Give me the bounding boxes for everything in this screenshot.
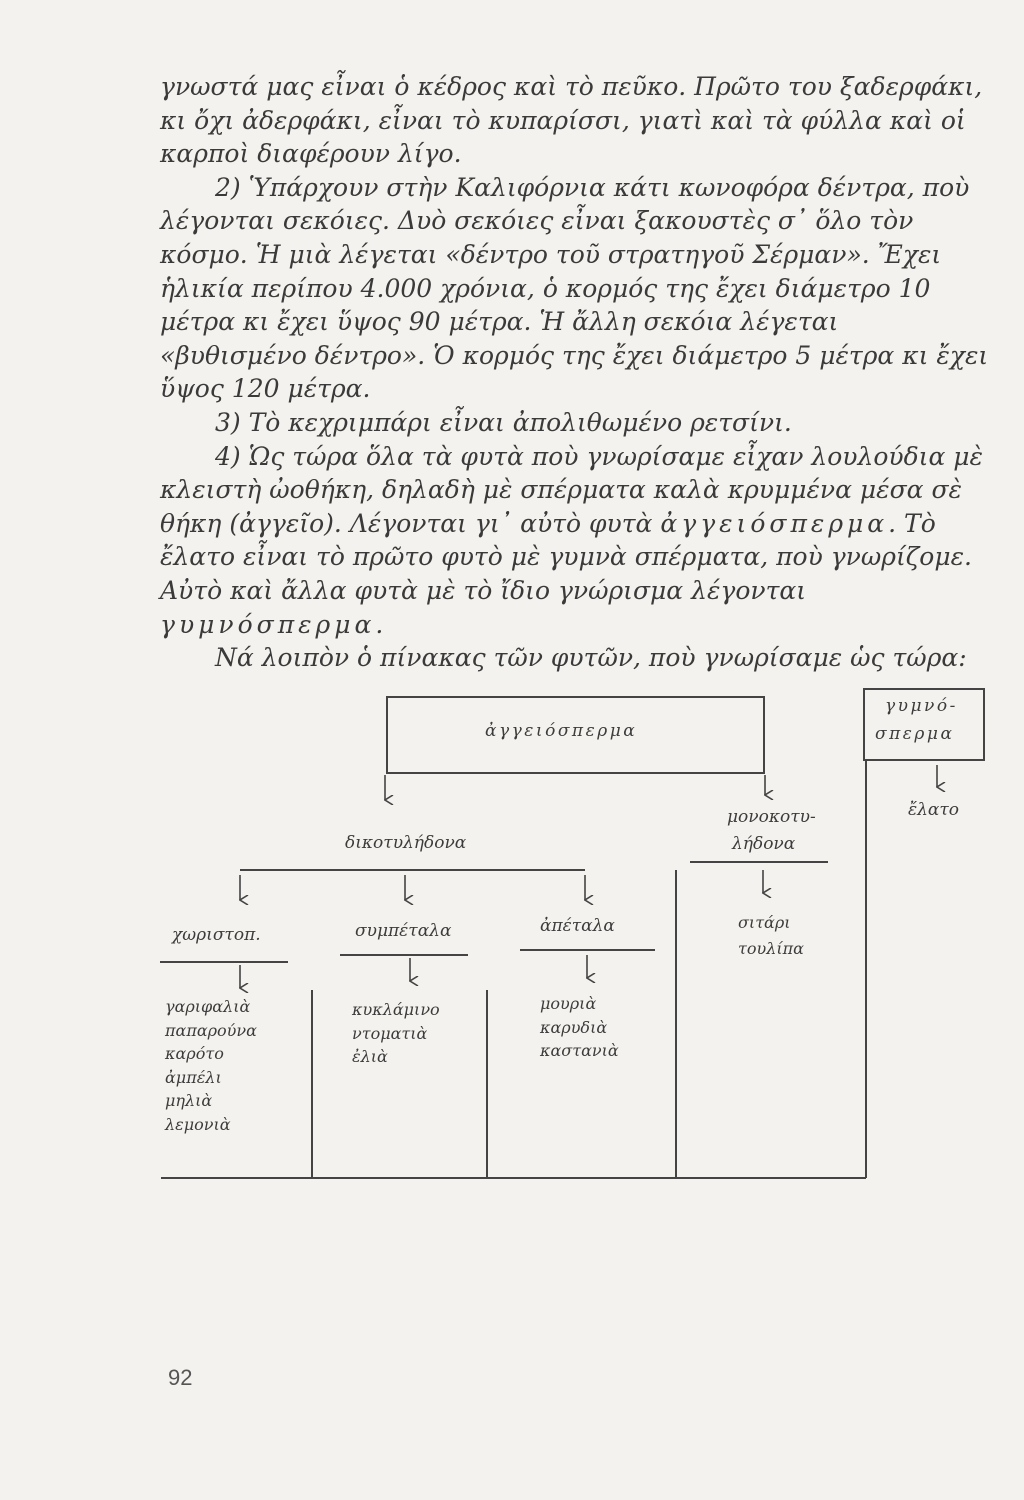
- paragraph-2: 2) Ὑπάρχουν στὴν Καλιφόρνια κάτι κωνοφόρα δέντρα, ποὺ λέγονται σεκόιες. Δυὸ σεκόιες εἶναι ξακουστὲς σ᾽ ὅλο τὸν κόσμο. Ἡ μιὰ λέγεται «δέντρο τοῦ στρατηγοῦ Σέρμαν». Ἔχει ἡλικία περίπου 4.000 χρόνια, ὁ κορμός της ἔχει διάμετρο 10 μέτρα κι ἔχει ὕψος 90 μέτρα. Ἡ ἄλλη σεκόια λέγεται «βυθισμένο δέντρο». Ὁ κορμός της ἔχει διάμετρο 5 μέτρα κι ἔχει ὕψος 120 μέτρα.: [160, 172, 989, 404]
- group3-label: ἀπέταλα: [540, 916, 615, 936]
- list-item: μηλιὰ: [165, 1091, 213, 1110]
- dicot-label: δικοτυλήδονα: [345, 833, 467, 853]
- term-angiosperms: ἀγγειόσπερμα: [660, 508, 889, 538]
- monocot-plant-list: [738, 910, 804, 962]
- group1-label: χωριστοπ.: [172, 925, 261, 945]
- paragraph-4-part-a: 4) Ὡς τώρα ὅλα τὰ φυτὰ ποὺ γνωρίσαμε εἶχαν λουλούδια μὲ κλειστὴ ὠοθήκη, δηλαδὴ μὲ σπέρματα καλὰ κρυμμένα μέσα σὲ θήκη (ἀγγεῖο). Λέγονται γι᾽ αὐτὸ φυτὰ: [160, 441, 983, 538]
- group3-plant-list: [540, 992, 619, 1063]
- paragraph-4-part-c: .: [375, 609, 384, 639]
- group1-plant-list: [165, 995, 257, 1136]
- list-item: ντοματιὰ: [352, 1023, 428, 1043]
- list-item: καρυδιὰ: [540, 1017, 608, 1037]
- paragraph-4-part-b: . Τὸ ἔλατο εἶναι τὸ πρῶτο φυτὸ μὲ γυμνὰ σπέρματα, ποὺ γνωρίζομε. Αὐτὸ καὶ ἄλλα φυτὰ μὲ τὸ ἴδιο γνώρισμα λέγονται: [160, 508, 972, 605]
- monocot-label-line2: λήδονα: [732, 834, 796, 854]
- fir-label: ἔλατο: [908, 800, 960, 820]
- list-item: σιτάρι: [738, 913, 791, 932]
- page-number: 92: [168, 1365, 193, 1390]
- paragraph-5: Νά λοιπὸν ὁ πίνακας τῶν φυτῶν, ποὺ γνωρίσαμε ὡς τώρα:: [215, 643, 967, 673]
- paragraph-3: 3) Τὸ κεχριμπάρι εἶναι ἀπολιθωμένο ρετσίνι.: [215, 407, 792, 437]
- list-item: κυκλάμινο: [352, 1000, 440, 1019]
- list-item: μουριὰ: [540, 994, 597, 1013]
- list-item: γαριφαλιὰ: [165, 997, 251, 1016]
- list-item: καρότο: [165, 1044, 224, 1063]
- group2-label: συμπέταλα: [355, 921, 452, 941]
- gymnosperms-label-line2: σπερμα: [875, 724, 955, 744]
- angiosperms-label: ἀγγειόσπερμα: [485, 721, 638, 741]
- list-item: τουλίπα: [738, 939, 804, 958]
- list-item: λεμονιὰ: [165, 1114, 231, 1134]
- list-item: καστανιὰ: [540, 1041, 619, 1060]
- list-item: παπαρούνα: [165, 1020, 257, 1040]
- group2-plant-list: [352, 998, 440, 1069]
- paragraph-1: γνωστά μας εἶναι ὁ κέδρος καὶ τὸ πεῦκο. Πρῶτο του ξαδερφάκι, κι ὄχι ἀδερφάκι, εἶναι τὸ κυπαρίσσι, γιατὶ καὶ τὰ φύλλα καὶ οἱ καρποὶ διαφέρουν λίγο.: [160, 72, 983, 169]
- list-item: ἀμπέλι: [165, 1067, 222, 1087]
- term-gymnosperms: γυμνόσπερμα: [160, 609, 376, 639]
- gymnosperms-label-line1: γυμνό-: [885, 696, 958, 716]
- monocot-label-line1: μονοκοτυ-: [727, 807, 816, 827]
- list-item: ἐλιὰ: [352, 1047, 388, 1066]
